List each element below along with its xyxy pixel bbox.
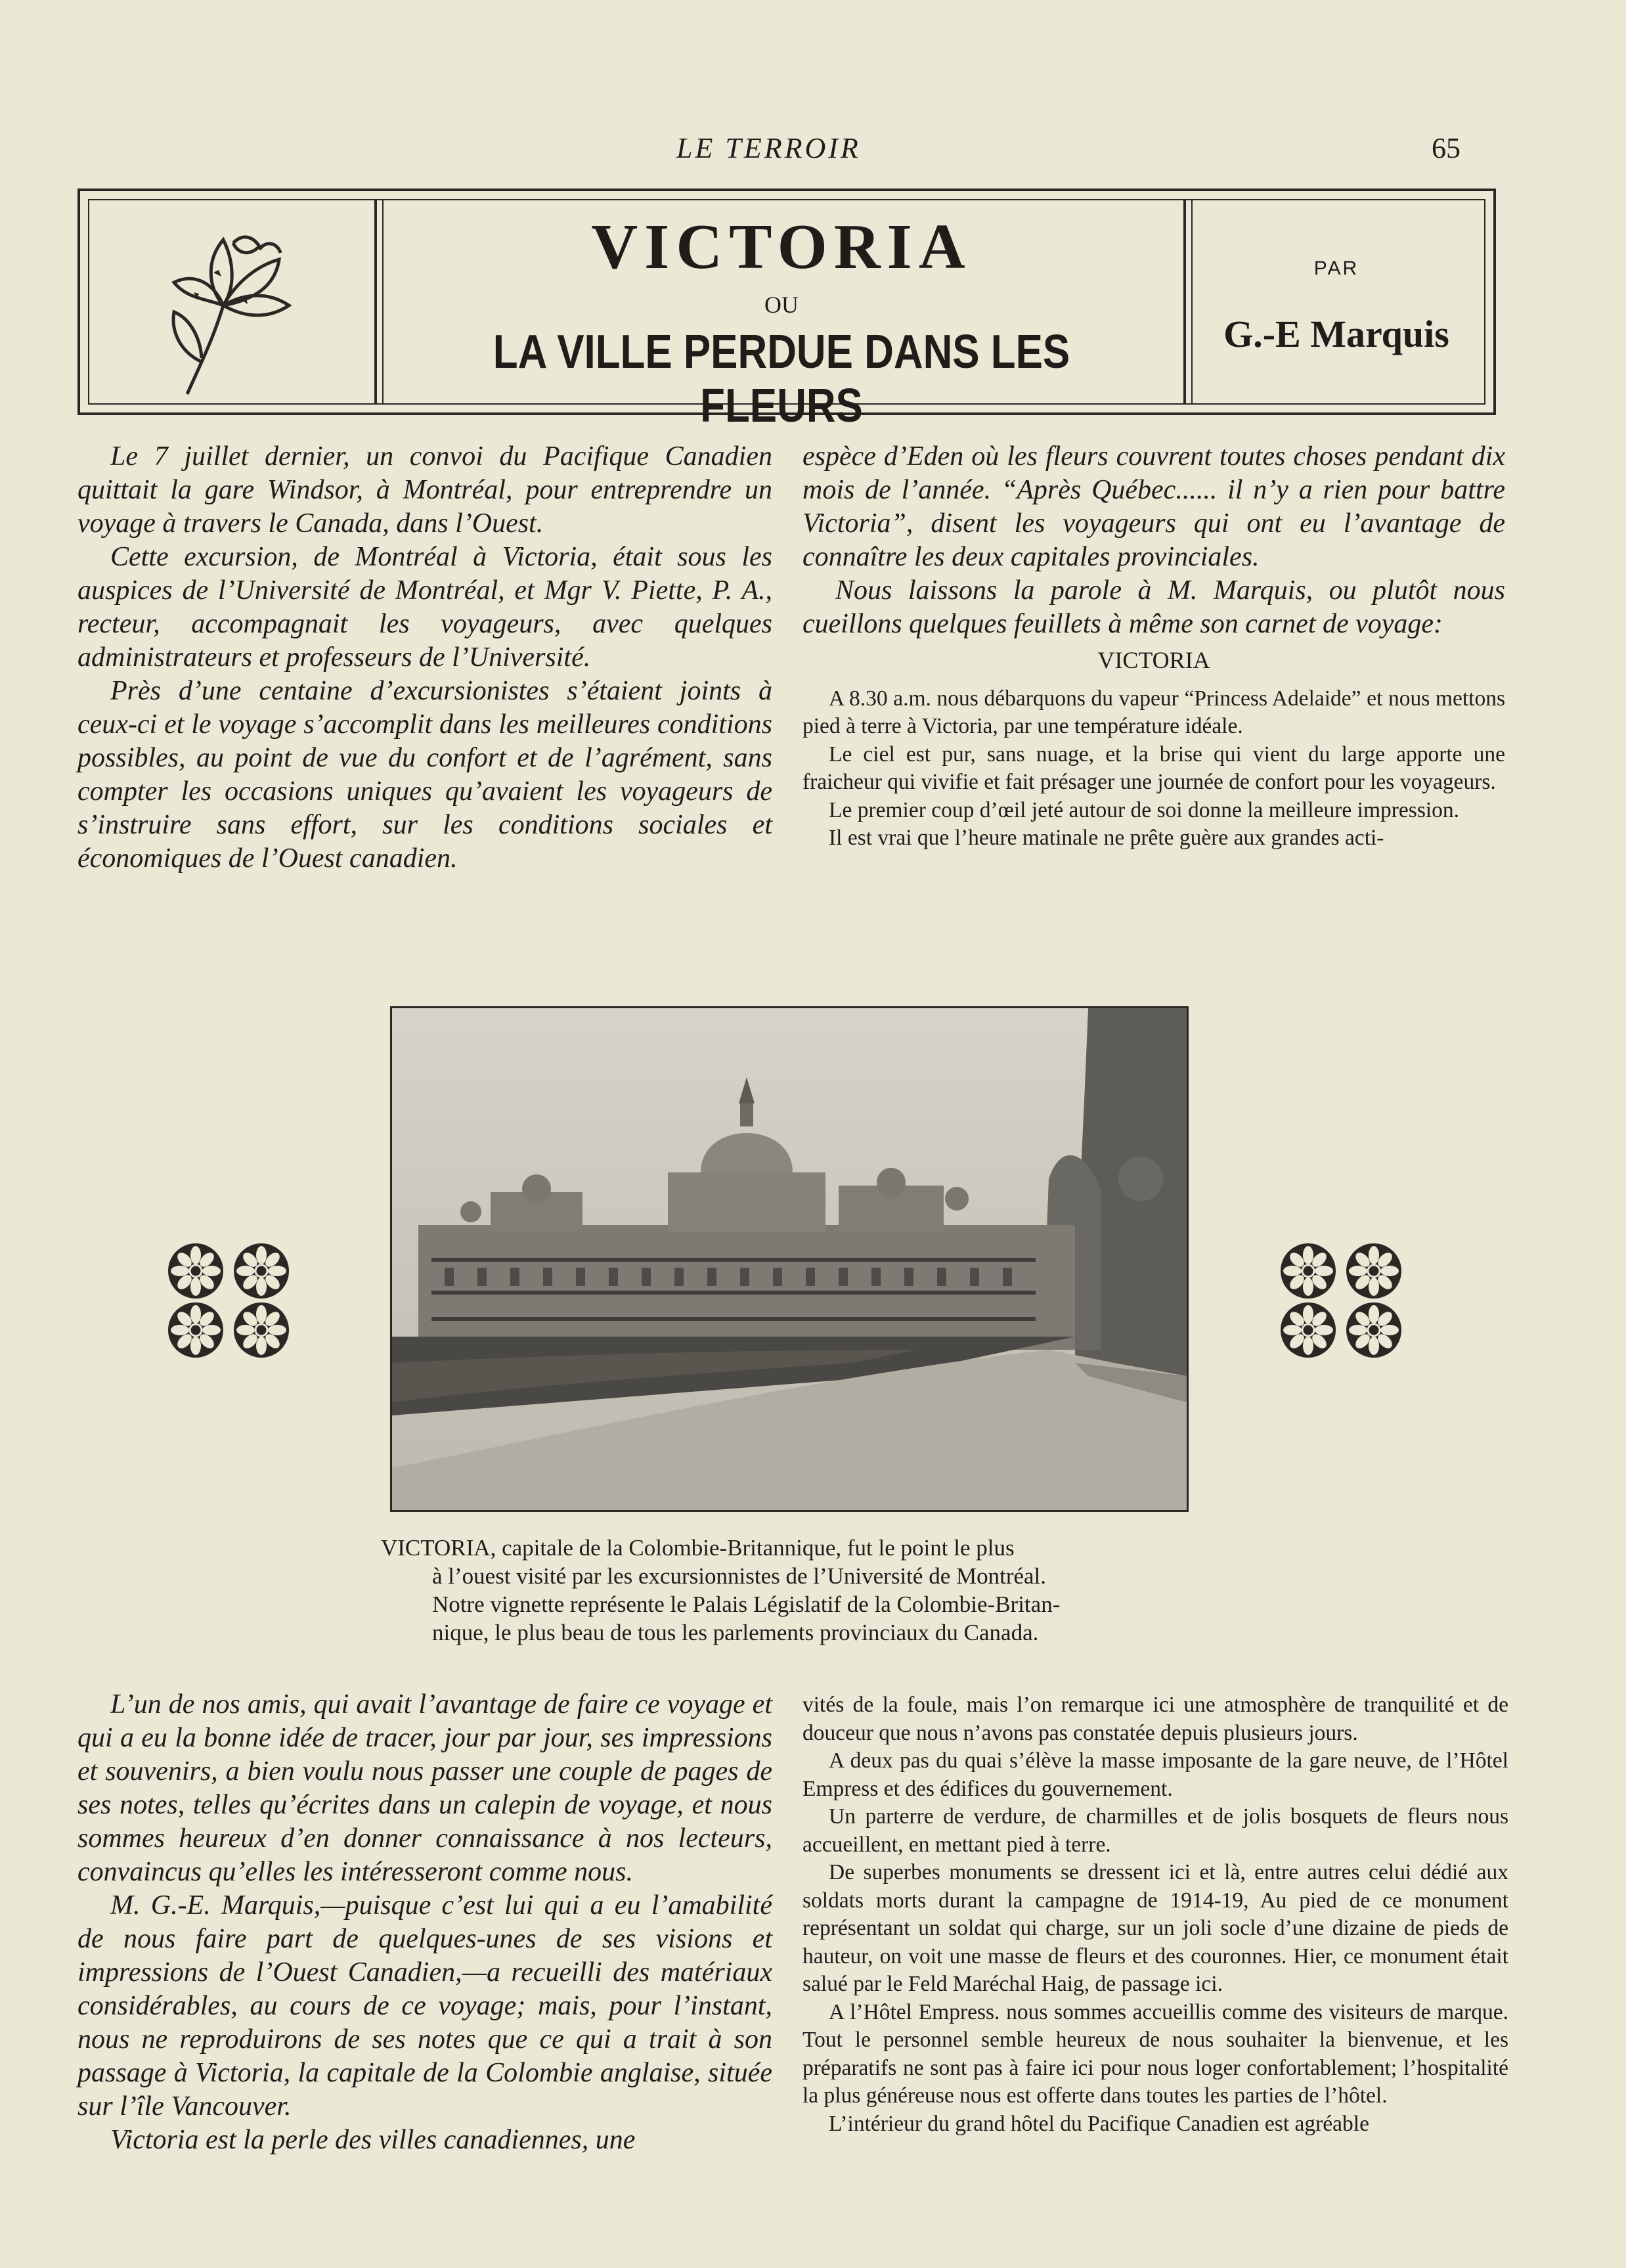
caption-line: VICTORIA, capitale de la Colombie-Britannique, fut le point le plus — [381, 1535, 1015, 1561]
title-ou: OU — [764, 292, 799, 318]
caption-line: nique, le plus beau de tous les parlements provinciaux du Canada. — [432, 1620, 1039, 1645]
paragraph: espèce d’Eden où les fleurs couvrent toutes choses pendant dix mois de l’année. “Après Québec...... il n’y a rien pour battre Victoria”, disent les voyageurs qui ont eu l’avantage de connaître les deux capitales provinciales. — [802, 441, 1505, 572]
article-subtitle: LA VILLE PERDUE DANS LES FLEURS — [493, 326, 1070, 432]
lower-left-column — [77, 1688, 772, 2157]
photo-caption — [381, 1534, 1208, 1647]
caption-line: Notre vignette représente le Palais Législatif de la Colombie-Britan- — [432, 1591, 1061, 1617]
paragraph: A l’Hôtel Empress. nous sommes accueillis comme des visiteurs de marque. Tout le personnel semble heureux de nous souhaiter la bienvenue, et les préparatifs ne sont pas à faire ici pour nous loger confortablement; l’hospitalité la plus généreuse nous est offerte dans toutes les parties de l’hôtel. — [802, 1999, 1508, 2108]
flower-ornament-icon — [163, 1241, 294, 1360]
diary-heading: VICTORIA — [1097, 647, 1210, 673]
parliament-building-image — [392, 1008, 1187, 1510]
caption-line: à l’ouest visité par les excursionnistes de l’Université de Montréal. — [432, 1563, 1047, 1589]
paragraph: Près d’une centaine d’excursionistes s’étaient joints à ceux-ci et le voyage s’accomplit dans les meilleures conditions possibles, au point de vue du confort et de l’agrément, sans compter les occasions uniques qu’avaient les voyageurs de s’instruire sans effort, sur les conditions sociales et économiques de l’Ouest canadien. — [77, 676, 772, 874]
paragraph: Nous laissons la parole à M. Marquis, ou plutôt nous cueillons quelques feuillets à même son carnet de voyage: — [802, 575, 1505, 639]
paragraph: A deux pas du quai s’élève la masse imposante de la gare neuve, de l’Hôtel Empress et des édifices du gouvernement. — [802, 1748, 1508, 1801]
byline-label: PAR — [1313, 257, 1359, 279]
paragraph: Un parterre de verdure, de charmilles et de jolis bosquets de fleurs nous accueillent, en mettant pied à terre. — [802, 1804, 1508, 1857]
paragraph: L’un de nos amis, qui avait l’avantage de faire ce voyage et qui a eu la bonne idée de tracer, jour par jour, ses impressions et souvenirs, a bien voulu nous passer une couple de pages de ses notes, telles qu’écrites dans un calepin de voyage, et nous sommes heureux d’en donner connaissance à nos lecteurs, convaincus qu’elles les intéresseront comme nous. — [77, 1689, 772, 1887]
paragraph: A 8.30 a.m. nous débarquons du vapeur “Princess Adelaide” et nous mettons pied à terre à Victoria, par une température idéale. — [802, 686, 1505, 738]
intro-left-column — [77, 440, 772, 876]
page-number: 65 — [1432, 132, 1461, 164]
paragraph: Cette excursion, de Montréal à Victoria, était sous les auspices de l’Université de Montréal, et Mgr V. Piette, P. A., recteur, accompagnait les voyageurs, avec quelques administrateurs et professeurs de l’Université. — [77, 542, 772, 673]
divider-right-thin — [1191, 200, 1193, 403]
paragraph: Victoria est la perle des villes canadiennes, une — [110, 2125, 636, 2155]
flower-ornament-icon — [1275, 1241, 1407, 1360]
paragraph: vités de la foule, mais l’on remarque ici une atmosphère de tranquilité et de douceur que nous n’avons pas constatée depuis plusieurs jours. — [802, 1693, 1508, 1745]
paragraph: Le 7 juillet dernier, un convoi du Pacifique Canadien quittait la gare Windsor, à Montréal, pour entreprendre un voyage à travers le Canada, dans l’Ouest. — [77, 441, 772, 539]
paragraph: Il est vrai que l’heure matinale ne prête guère aux grandes acti- — [829, 826, 1384, 850]
author-name: G.-E Marquis — [1223, 313, 1449, 355]
parliament-photo — [390, 1006, 1189, 1512]
intro-right-column — [802, 440, 1505, 853]
paragraph: Le premier coup d’œil jeté autour de soi donne la meilleure impression. — [829, 797, 1460, 822]
running-title: LE TERROIR — [676, 132, 861, 164]
lower-right-column — [802, 1691, 1508, 2138]
paragraph: M. G.-E. Marquis,—puisque c’est lui qui a eu l’amabilité de nous faire part de quelques-unes de ses visions et impressions de l’Ouest Canadien,—a recueilli des matériaux considérables, au cours de ce voyage; mais, pour l’instant, nous ne reproduirons de ses notes que ce qui a trait à son passage à Victoria, la capitale de la Colombie anglaise, située sur l’île Vancouver. — [77, 1890, 772, 2122]
lily-flower-icon — [161, 220, 305, 397]
paragraph: De superbes monuments se dressent ici et là, entre autres celui dédié aux soldats morts durant la campagne de 1914-19, Au pied de ce monument représentant un soldat qui charge, sur un joli socle d’une dizaine de pieds de hauteur, on voit une masse de fleurs et des couronnes. Hier, ce monument était salué par le Feld Maréchal Haig, de passage ici. — [802, 1860, 1508, 1996]
paragraph: L’intérieur du grand hôtel du Pacifique Canadien est agréable — [829, 2111, 1369, 2136]
article-title: VICTORIA — [591, 211, 972, 282]
paragraph: Le ciel est pur, sans nuage, et la brise qui vient du large apporte une fraicheur qui vivifie et fait présager une journée de confort pour les voyageurs. — [802, 742, 1505, 794]
